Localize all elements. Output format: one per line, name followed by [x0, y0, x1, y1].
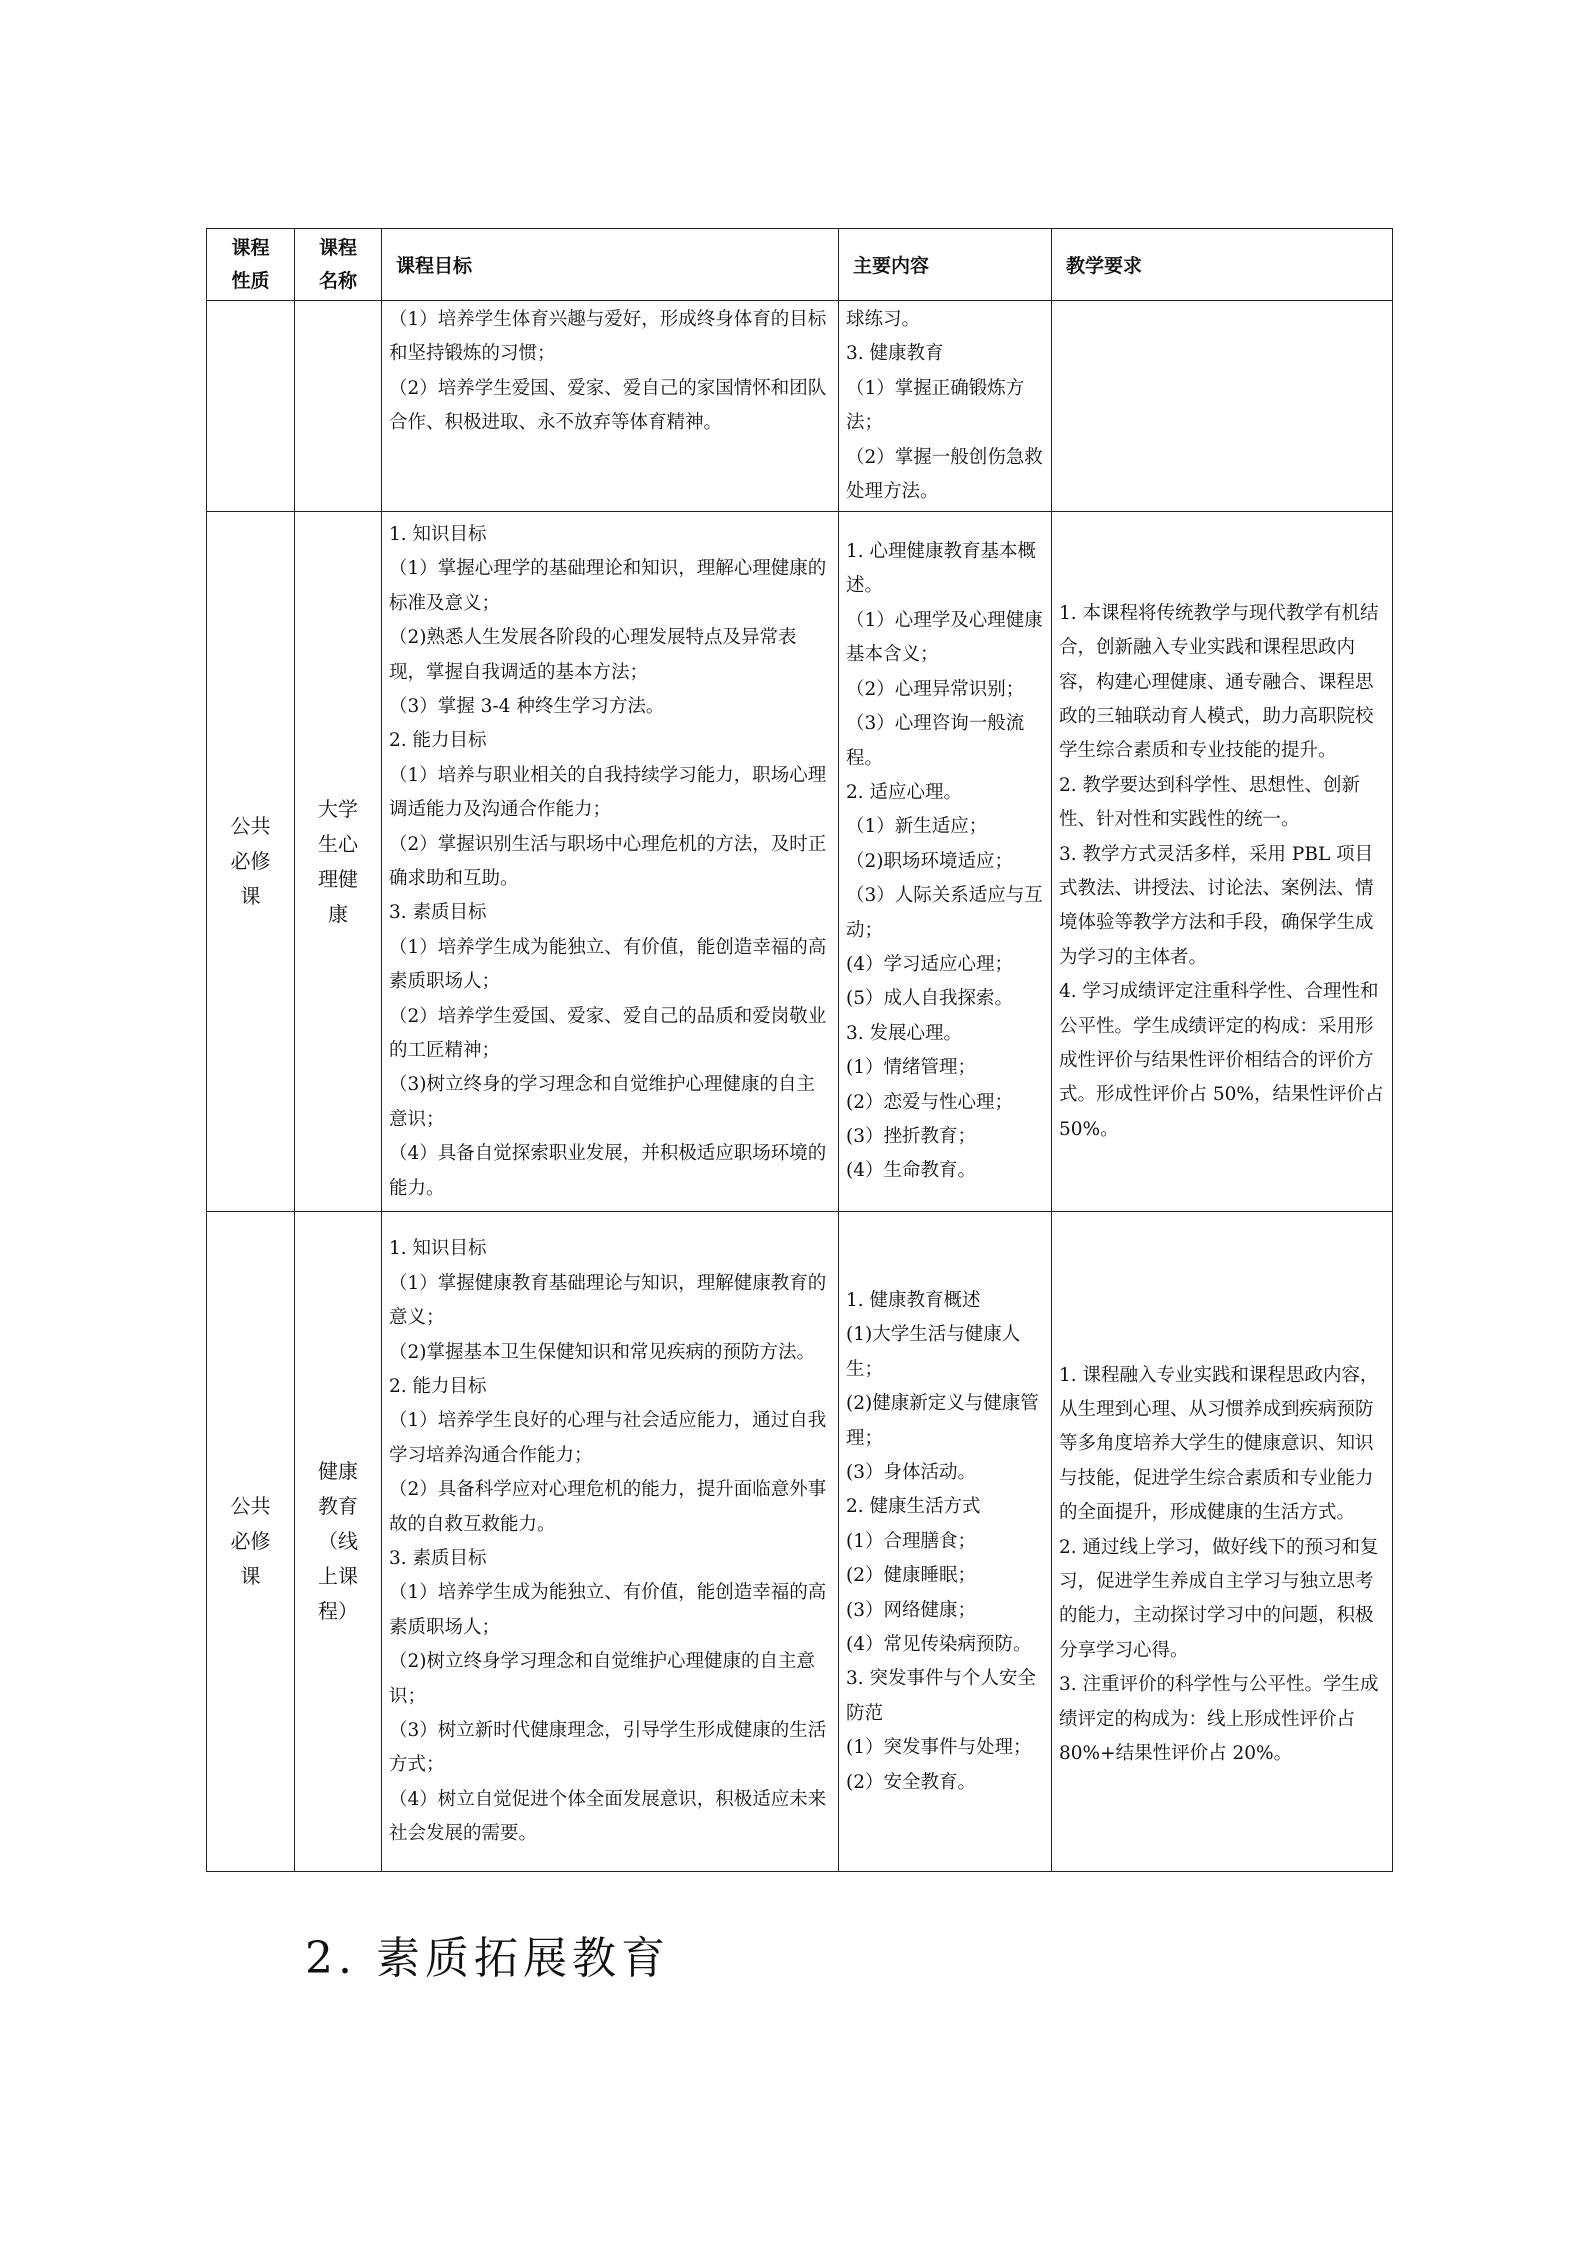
cell-line: 2. 通过线上学习，做好线下的预习和复习，促进学生养成自主学习与独立思考的能力，主动探讨学习中的问题，积极分享学习心得。	[1059, 1536, 1379, 1661]
header-course-name: 课程 名称	[295, 229, 382, 301]
teaching-requirements-cell	[1052, 301, 1393, 512]
main-content-cell	[839, 1212, 1052, 1872]
cell-line: （2）心理异常识别；	[846, 678, 1025, 700]
cell-line: 2. 能力目标	[389, 1375, 487, 1397]
cell-line: （1）掌握正确锻炼方法；	[846, 377, 1025, 434]
cell-line: 3. 突发事件与个人安全防范	[846, 1668, 1037, 1724]
cell-line: (2)健康新定义与健康管理；	[846, 1393, 1039, 1449]
cell-line: (3）挫折教育；	[846, 1125, 976, 1147]
cell-line: （3）心理咨询一般流程。	[846, 713, 1025, 769]
main-content-cell-text	[839, 301, 1051, 511]
table-row	[207, 512, 1393, 1212]
cell-line: (1）情绪管理；	[846, 1057, 976, 1079]
cell-line: (4）学习适应心理；	[846, 953, 1013, 975]
cell-line: 1. 知识目标	[389, 523, 487, 545]
cell-line: （2)树立终身学习理念和自觉维护心理健康的自主意识；	[389, 1651, 815, 1707]
cell-line: 3. 健康教育	[846, 343, 944, 365]
cell-line: （1）培养学生体育兴趣与爱好，形成终身体育的目标和坚持锻炼的习惯；	[389, 309, 827, 365]
cell-line: (2）安全教育。	[846, 1771, 976, 1793]
header-main-content: 主要内容	[839, 229, 1052, 301]
course-name-cell	[295, 301, 382, 512]
cell-line: (2）健康睡眠；	[846, 1565, 976, 1587]
cell-line: 2. 健康生活方式	[846, 1496, 981, 1518]
cell-line: (1)大学生活与健康人生；	[846, 1324, 1021, 1380]
cell-line: （4）具备自觉探索职业发展，并积极适应职场环境的能力。	[389, 1143, 827, 1199]
course-nature-cell	[207, 301, 295, 512]
main-content-cell	[839, 512, 1052, 1212]
cell-line: （1）心理学及心理健康基本含义；	[846, 609, 1043, 666]
cell-line: （3）人际关系适应与互动；	[846, 885, 1043, 941]
cell-line: （2）掌握识别生活与职场中心理危机的方法，及时正确求助和互助。	[389, 833, 827, 889]
course-goals-cell-text	[382, 516, 838, 1208]
cell-line: 1. 本课程将传统教学与现代教学有机结合，创新融入专业实践和课程思政内容，构建心理健康、通专融合、课程思政的三轴联动育人模式，助力高职院校学生综合素质和专业技能的提升。	[1059, 602, 1379, 762]
cell-line: 2. 教学要达到科学性、思想性、创新性、针对性和实践性的统一。	[1059, 774, 1361, 831]
main-content-cell-text	[839, 533, 1051, 1191]
course-nature-cell: 公共必修课	[207, 512, 295, 1212]
course-table	[206, 228, 1393, 1872]
cell-line: 1. 课程融入专业实践和课程思政内容，从生理到心理、从习惯养成到疾病预防等多角度培养大学生的健康意识、知识与技能，促进学生综合素质和专业能力的全面提升，形成健康的生活方式。	[1059, 1364, 1379, 1524]
cell-line: （1）新生适应；	[846, 816, 988, 838]
cell-line: （2）培养学生爱国、爱家、爱自己的家国情怀和团队合作、积极进取、永不放弃等体育精神。	[389, 377, 827, 434]
cell-line: （3)树立终身的学习理念和自觉维护心理健康的自主意识；	[389, 1074, 815, 1130]
cell-line: （2)熟悉人生发展各阶段的心理发展特点及异常表现，掌握自我调适的基本方法；	[389, 627, 797, 683]
cell-line: (5）成人自我探索。	[846, 988, 1013, 1010]
course-goals-cell-text	[382, 1230, 838, 1853]
cell-line: (1）合理膳食；	[846, 1530, 976, 1552]
section-heading: 2. 素质拓展教育	[305, 1933, 670, 1984]
cell-line: (3）网络健康；	[846, 1599, 976, 1621]
cell-line: 3. 注重评价的科学性与公平性。学生成绩评定的构成为：线上形成性评价占 80%+结果性评价占 20%。	[1059, 1674, 1379, 1764]
header-course-nature: 课程 性质	[207, 229, 295, 301]
teaching-requirements-cell	[1052, 1212, 1393, 1872]
cell-line: (4）常见传染病预防。	[846, 1633, 1032, 1655]
course-name-cell: 大学生心理健康	[295, 512, 382, 1212]
cell-line: (2）恋爱与性心理；	[846, 1091, 1013, 1113]
cell-line: 4. 学习成绩评定注重科学性、合理性和公平性。学生成绩评定的构成：采用形成性评价与结果性评价相结合的评价方式。形成性评价占 50%，结果性评价占 50%。	[1059, 981, 1384, 1140]
cell-line: 球练习。	[846, 309, 921, 330]
cell-line: （3）树立新时代健康理念，引导学生形成健康的生活方式；	[389, 1719, 827, 1776]
main-content-cell	[839, 301, 1052, 512]
cell-line: （2）掌握一般创伤急救处理方法。	[846, 446, 1043, 503]
cell-line: 1. 健康教育概述	[846, 1289, 981, 1311]
cell-line: （1）培养学生成为能独立、有价值，能创造幸福的高素质职场人；	[389, 936, 827, 993]
teaching-requirements-cell-text	[1052, 1311, 1392, 1774]
cell-line: (3）身体活动。	[846, 1461, 976, 1483]
main-content-cell-text	[839, 1282, 1051, 1802]
cell-line: （1）掌握心理学的基础理论和知识，理解心理健康的标准及意义；	[389, 558, 827, 614]
course-nature-cell: 公共必修课	[207, 1212, 295, 1872]
course-goals-cell	[382, 512, 839, 1212]
cell-line: （2)职场环境适应；	[846, 850, 1013, 872]
table-row	[207, 1212, 1393, 1872]
cell-line: (1）突发事件与处理；	[846, 1737, 1032, 1759]
table-row	[207, 301, 1393, 512]
cell-line: 3. 素质目标	[389, 1547, 487, 1569]
course-name-cell: 健康教育（线上课程）	[295, 1212, 382, 1872]
cell-line: 2. 适应心理。	[846, 781, 963, 803]
teaching-requirements-cell	[1052, 512, 1393, 1212]
course-goals-cell	[382, 301, 839, 512]
teaching-requirements-cell-text	[1052, 301, 1392, 305]
cell-line: (4）生命教育。	[846, 1160, 976, 1182]
teaching-requirements-cell-text	[1052, 575, 1392, 1150]
cell-line: 3. 发展心理。	[846, 1022, 963, 1044]
cell-line: （1）培养与职业相关的自我持续学习能力，职场心理调适能力及沟通合作能力；	[389, 764, 827, 821]
cell-line: 2. 能力目标	[389, 730, 487, 752]
cell-line: 1. 心理健康教育基本概述。	[846, 541, 1037, 597]
course-goals-cell-text	[382, 301, 838, 443]
cell-line: （1）掌握健康教育基础理论与知识，理解健康教育的意义；	[389, 1272, 827, 1329]
cell-line: （1）培养学生良好的心理与社会适应能力，通过自我学习培养沟通合作能力；	[389, 1410, 827, 1466]
cell-line: （1）培养学生成为能独立、有价值，能创造幸福的高素质职场人；	[389, 1582, 827, 1638]
header-course-goals: 课程目标	[382, 229, 839, 301]
table-header-row	[207, 229, 1393, 301]
cell-line: （4）树立自觉促进个体全面发展意识，积极适应未来社会发展的需要。	[389, 1788, 827, 1845]
course-goals-cell	[382, 1212, 839, 1872]
cell-line: 1. 知识目标	[389, 1238, 487, 1260]
cell-line: 3. 教学方式灵活多样，采用 PBL 项目式教法、讲授法、讨论法、案例法、情境体验等教学方法和手段，确保学生成为学习的主体者。	[1059, 843, 1374, 968]
cell-line: （2)掌握基本卫生保健知识和常见疾病的预防方法。	[389, 1341, 815, 1363]
header-teaching-requirements: 教学要求	[1052, 229, 1393, 301]
cell-line: （2）培养学生爱国、爱家、爱自己的品质和爱岗敬业的工匠精神；	[389, 1005, 827, 1061]
cell-line: （2）具备科学应对心理危机的能力，提升面临意外事故的自救互救能力。	[389, 1479, 827, 1535]
cell-line: （3）掌握 3-4 种终生学习方法。	[389, 695, 665, 717]
cell-line: 3. 素质目标	[389, 902, 487, 924]
